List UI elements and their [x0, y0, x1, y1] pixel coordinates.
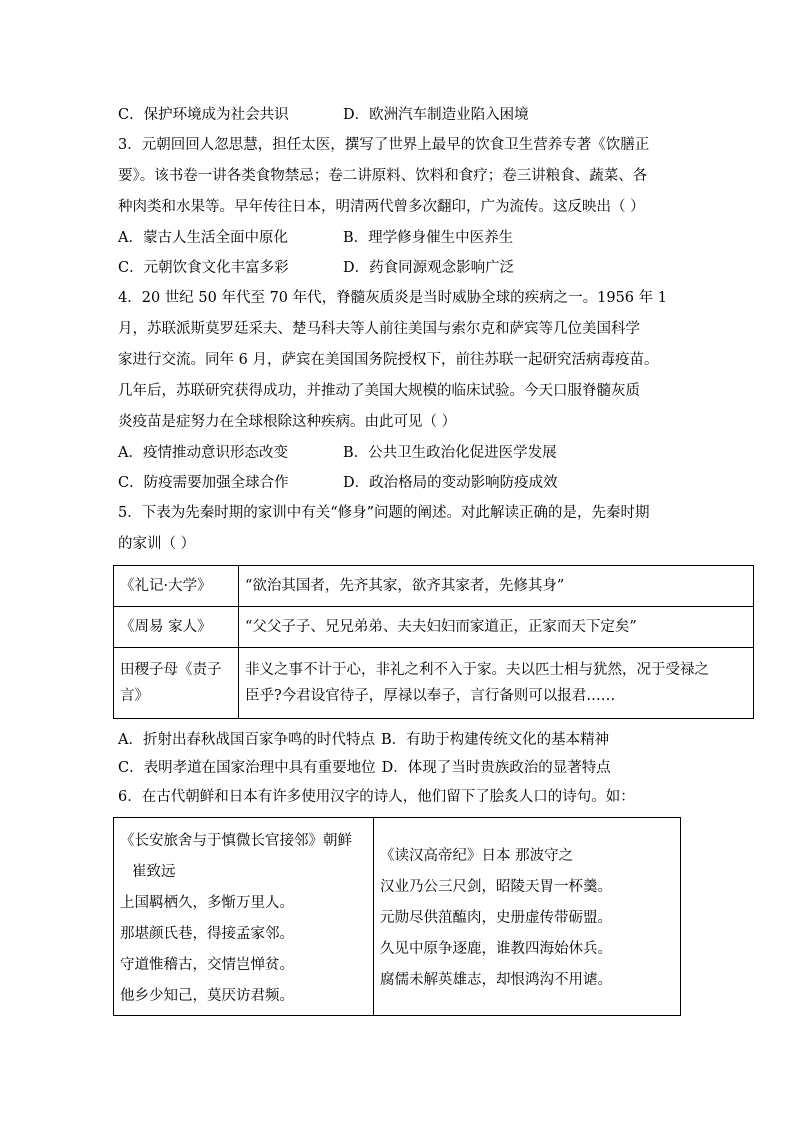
q4-option-a[interactable]: A．疫情推动意识形态改变 — [118, 445, 288, 461]
q5-option-c[interactable]: C．表明孝道在国家治理中具有重要地位 — [118, 760, 376, 776]
q3-options-row-cd — [118, 253, 758, 283]
q5-option-b[interactable]: B．有助于构建传统文化的基本精神 — [380, 732, 610, 748]
q4-stem-line: 家进行交流。同年 6 月，萨宾在美国国务院授权下，前往苏联一起研究活病毒疫苗。 — [118, 352, 659, 368]
q4-options-row-ab — [118, 438, 758, 468]
q6-left-poem-title: 《长安旅舍与于慎微长官接邻》朝鲜 — [120, 833, 352, 849]
q3-options-row-ab — [118, 223, 758, 253]
q5-option-d[interactable]: D．体现了当时贵族政治的显著特点 — [381, 760, 611, 776]
q6-right-poem-line: 汉业乃公三尺剑，昭陵天胃一杯羹。 — [380, 879, 612, 895]
q6-left-poem-line: 上国羁栖久，多惭万里人。 — [120, 895, 294, 911]
q4-stem — [118, 283, 758, 438]
q6-right-poem-line: 久见中原争逐鹿，谁教四海始休兵。 — [380, 941, 612, 957]
q6-right-poem-title: 《读汉高帝纪》日本 那波守之 — [380, 848, 574, 864]
q5-source-line: 言》 — [120, 688, 149, 704]
q5-source-cell: 《周易 家人》 — [114, 607, 239, 648]
table-row — [114, 566, 754, 607]
table-row — [114, 648, 754, 719]
q5-stem-line: 5．下表为先秦时期的家训中有关“修身”问题的阐述。对此解读正确的是，先秦时期 — [118, 505, 650, 521]
table-row — [114, 607, 754, 648]
q6-left-poem-line: 那堪颜氏巷，得接孟家邻。 — [120, 926, 294, 942]
q5-text-line: 臣乎?今君设官待子，厚禄以奉子，言行备则可以报君…… — [245, 688, 616, 704]
q6-left-poem-author: 崔致远 — [132, 864, 176, 880]
q3-option-d[interactable]: D．药食同源观念影响广泛 — [343, 260, 515, 276]
q4-option-d[interactable]: D．政治格局的变动影响防疫成效 — [343, 475, 558, 491]
q2-options-row-cd — [118, 100, 758, 130]
q6-right-poem-line: 元勋尽供菹醢肉，史册虚传带砺盟。 — [380, 910, 612, 926]
q5-text-cell: “父父子子、兄兄弟弟、夫夫妇妇而家道正，正家而天下定矣” — [239, 607, 754, 648]
q5-option-a[interactable]: A．折射出春秋战国百家争鸣的时代特点 — [118, 732, 375, 748]
q5-text-line: 非义之事不计于心，非礼之利不入于家。夫以匹士相与犹然，况于受禄之 — [245, 662, 709, 678]
q2-option-d[interactable]: D．欧洲汽车制造业陷入困境 — [343, 107, 529, 123]
q5-text-cell — [239, 648, 754, 719]
q5-options-row-cd — [118, 754, 635, 782]
q3-stem — [118, 130, 758, 223]
q5-stem — [118, 498, 758, 560]
q5-source-line: 田稷子母《责子 — [120, 662, 222, 678]
table-row — [114, 818, 681, 1016]
q3-stem-line: 要》。该书卷一讲各类食物禁忌；卷二讲原料、饮料和食疗；卷三讲粮食、蔬菜、各 — [118, 168, 648, 184]
q2-option-c[interactable]: C．保护环境成为社会共识 — [118, 107, 289, 123]
q5-q6-section — [118, 726, 635, 813]
q5-source-cell — [114, 648, 239, 719]
q5-text-cell: “欲治其国者，先齐其家，欲齐其家者，先修其身” — [239, 566, 754, 607]
q6-right-poem-cell — [374, 818, 681, 1016]
q6-left-poem-line: 他乡少知己，莫厌访君频。 — [120, 988, 294, 1004]
q3-stem-line: 3．元朝回回人忽思慧，担任太医，撰写了世界上最早的饮食卫生营养专著《饮膳正 — [118, 137, 650, 153]
q6-right-poem-line: 腐儒未解英雄志，却恨鸿沟不用谑。 — [380, 972, 612, 988]
q3-option-b[interactable]: B．理学修身催生中医养生 — [343, 230, 514, 246]
q4-stem-line: 炎疫苗是症努力在全球根除这种疾病。由此可见（ ） — [118, 414, 457, 430]
q4-stem-line: 几年后，苏联研究获得成功，并推动了美国大规模的临床试验。今天口服脊髓灰质 — [118, 383, 640, 399]
q5-source-table — [113, 565, 754, 719]
q5-stem-line: 的家训（ ） — [118, 536, 196, 552]
q4-option-c[interactable]: C．防疫需要加强全球合作 — [118, 475, 289, 491]
q4-option-b[interactable]: B．公共卫生政治化促进医学发展 — [343, 445, 557, 461]
q6-left-poem-line: 守道惟稽古，交情岂惮贫。 — [120, 957, 294, 973]
question-page — [118, 100, 758, 560]
q6-poem-table — [113, 817, 681, 1016]
q4-stem-line: 4．20 世纪 50 年代至 70 年代，脊髓灰质炎是当时威胁全球的疾病之一。1956 年 1 — [118, 290, 667, 306]
q4-options-row-cd — [118, 468, 758, 498]
q6-left-poem-cell — [114, 818, 374, 1016]
q5-source-cell: 《礼记·大学》 — [114, 566, 239, 607]
q5-options-row-ab — [118, 726, 635, 754]
q3-stem-line: 种肉类和水果等。早年传往日本，明清两代曾多次翻印，广为流传。这反映出（ ） — [118, 199, 645, 215]
q6-stem: 6．在古代朝鲜和日本有许多使用汉字的诗人，他们留下了脍炙人口的诗句。如： — [118, 789, 635, 805]
q4-stem-line: 月，苏联派斯莫罗廷采夫、楚马科夫等人前往美国与索尔克和萨宾等几位美国科学 — [118, 321, 640, 337]
q3-option-c[interactable]: C．元朝饮食文化丰富多彩 — [118, 260, 289, 276]
q3-option-a[interactable]: A．蒙古人生活全面中原化 — [118, 230, 288, 246]
